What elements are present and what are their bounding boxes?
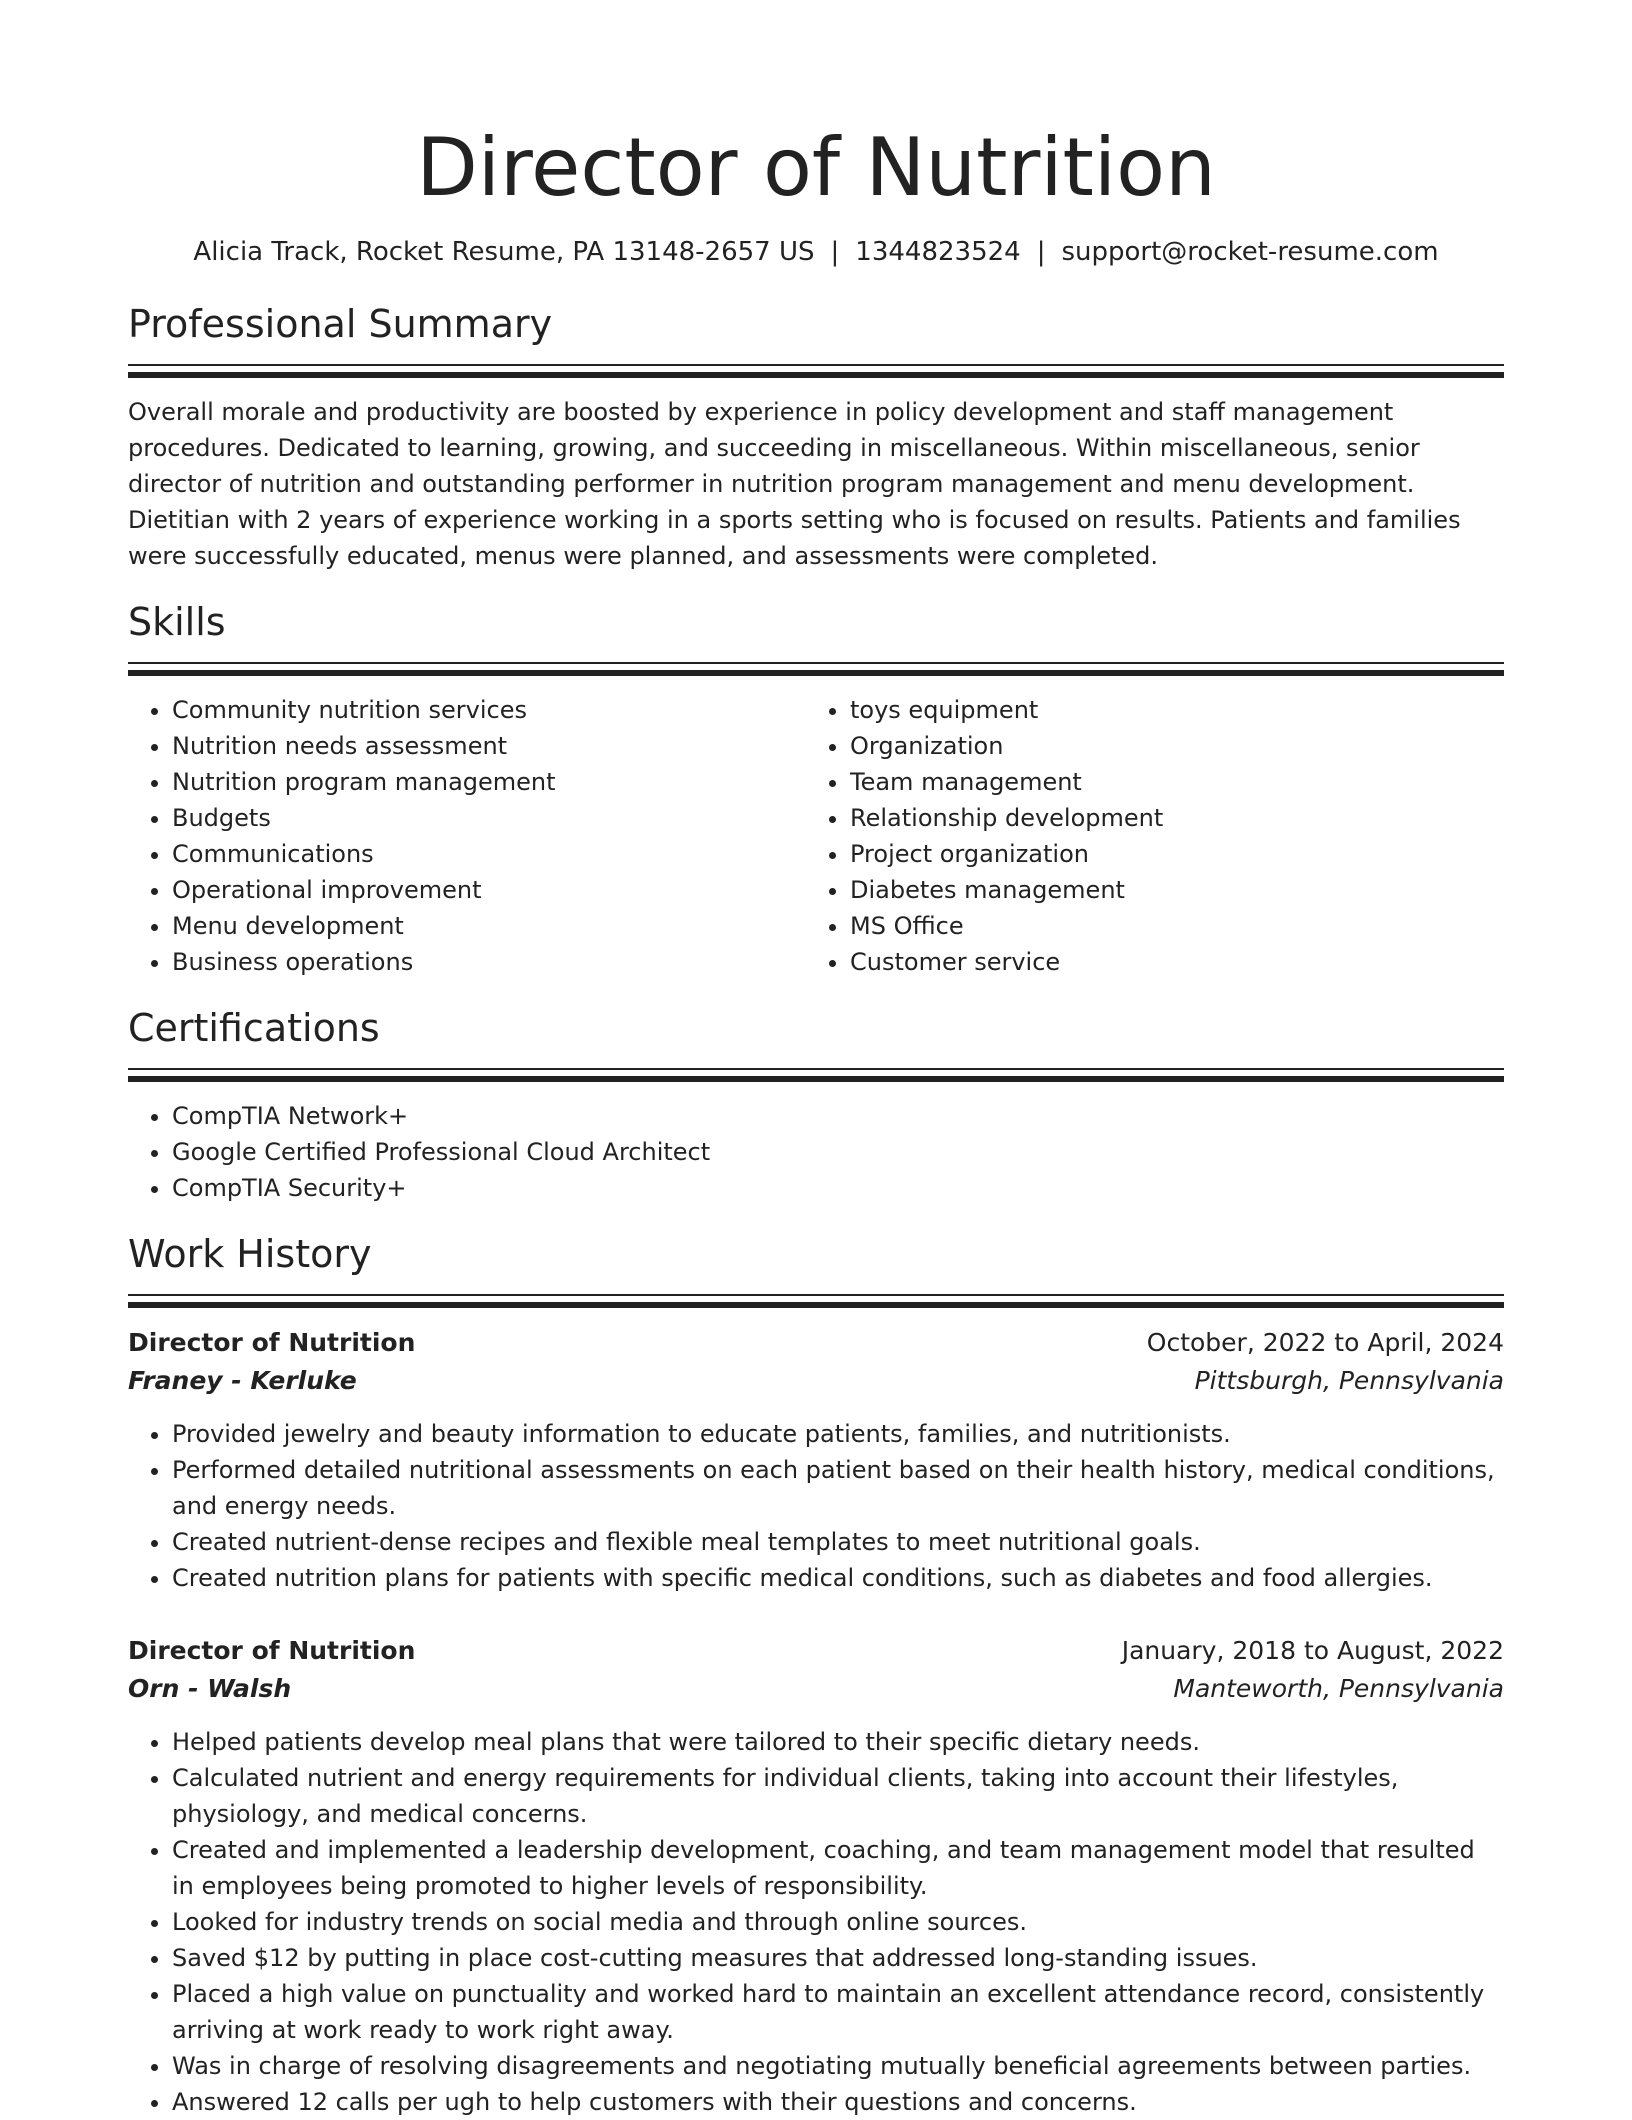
list-item: • Organization <box>850 728 1484 764</box>
skills-section <box>128 598 1504 980</box>
work-history-section <box>128 1230 1504 2120</box>
list-item: • Looked for industry trends on social media and through online sources. <box>172 1904 1504 1940</box>
list-item: • Business operations <box>172 944 806 980</box>
contact-line <box>128 234 1504 270</box>
section-heading: Work History <box>128 1232 372 1276</box>
job-title: Director of Nutrition <box>128 1636 416 1665</box>
summary-text: Overall morale and productivity are boosted by experience in policy development and staff management procedures. Dedicated to learning, growing, and succeeding in miscellaneous. Within miscellaneous, senior director of nutrition and outstanding performer in nutrition program management and menu development. Dietitian with 2 years of experience working in a sports setting who is focused on results. Patients and families were successfully educated, menus were planned, and assessments were completed. <box>128 398 1461 570</box>
job-entry <box>128 1632 1504 2120</box>
section-divider <box>128 364 1504 378</box>
skills-list-left <box>128 692 806 980</box>
job-location: Pittsburgh, Pennsylvania <box>1194 1366 1504 1395</box>
summary-section <box>128 300 1504 574</box>
list-item: • Community nutrition services <box>172 692 806 728</box>
skills-list-right <box>806 692 1484 980</box>
job-header <box>128 1324 1504 1362</box>
skills-columns <box>128 692 1504 980</box>
list-item: • Placed a high value on punctuality and worked hard to maintain an excellent attendance record, consistently arriving at work ready to work right away. <box>172 1976 1504 2048</box>
contact-separator: | <box>1036 237 1046 267</box>
list-item: • MS Office <box>850 908 1484 944</box>
job-subheader <box>128 1670 1504 1708</box>
list-item: • CompTIA Security+ <box>172 1170 1504 1206</box>
list-item: • Menu development <box>172 908 806 944</box>
section-heading: Skills <box>128 600 226 644</box>
list-item: • Communications <box>172 836 806 872</box>
job-dates: January, 2018 to August, 2022 <box>1121 1636 1504 1665</box>
contact-address: Alicia Track, Rocket Resume, PA 13148-2657 US <box>193 237 815 267</box>
list-item: • Diabetes management <box>850 872 1484 908</box>
list-item: • Saved $12 by putting in place cost-cutting measures that addressed long-standing issues. <box>172 1940 1504 1976</box>
list-item: • Project organization <box>850 836 1484 872</box>
list-item: • Created and implemented a leadership development, coaching, and team management model that resulted in employees being promoted to higher levels of responsibility. <box>172 1832 1504 1904</box>
section-heading: Certifications <box>128 1006 380 1050</box>
list-item: • toys equipment <box>850 692 1484 728</box>
list-item: • Provided jewelry and beauty information to educate patients, families, and nutritionists. <box>172 1416 1504 1452</box>
certifications-section <box>128 1004 1504 1206</box>
list-item: • Helped patients develop meal plans that were tailored to their specific dietary needs. <box>172 1724 1504 1760</box>
contact-separator: | <box>830 237 840 267</box>
list-item: • Performed detailed nutritional assessments on each patient based on their health history, medical conditions, and energy needs. <box>172 1452 1504 1524</box>
job-entry <box>128 1324 1504 1596</box>
job-location: Manteworth, Pennsylvania <box>1173 1674 1504 1703</box>
certifications-list <box>128 1098 1504 1206</box>
list-item: • Nutrition program management <box>172 764 806 800</box>
job-header <box>128 1632 1504 1670</box>
section-divider <box>128 1294 1504 1308</box>
job-company: Orn - Walsh <box>128 1674 292 1703</box>
list-item: • Budgets <box>172 800 806 836</box>
job-dates: October, 2022 to April, 2024 <box>1146 1328 1504 1357</box>
list-item: • Team management <box>850 764 1484 800</box>
list-item: • Relationship development <box>850 800 1484 836</box>
job-subheader <box>128 1362 1504 1400</box>
list-item: • Google Certified Professional Cloud Architect <box>172 1134 1504 1170</box>
job-title: Director of Nutrition <box>128 1328 416 1357</box>
list-item: • Nutrition needs assessment <box>172 728 806 764</box>
section-divider <box>128 1068 1504 1082</box>
list-item: • CompTIA Network+ <box>172 1098 1504 1134</box>
resume-title: Director of Nutrition <box>416 121 1216 214</box>
list-item: • Was in charge of resolving disagreements and negotiating mutually beneficial agreements between parties. <box>172 2048 1504 2084</box>
section-divider <box>128 662 1504 676</box>
list-item: • Created nutrient-dense recipes and flexible meal templates to meet nutritional goals. <box>172 1524 1504 1560</box>
contact-email: support@rocket-resume.com <box>1061 237 1439 267</box>
list-item: • Calculated nutrient and energy requirements for individual clients, taking into account their lifestyles, physiology, and medical concerns. <box>172 1760 1504 1832</box>
job-company: Franey - Kerluke <box>128 1366 357 1395</box>
job-bullets <box>128 1416 1504 1596</box>
list-item: • Customer service <box>850 944 1484 980</box>
contact-phone: 1344823524 <box>855 237 1021 267</box>
list-item: • Operational improvement <box>172 872 806 908</box>
resume-page <box>128 0 1504 2120</box>
job-bullets <box>128 1724 1504 2120</box>
section-heading: Professional Summary <box>128 302 553 346</box>
list-item: • Answered 12 calls per ugh to help customers with their questions and concerns. <box>172 2084 1504 2120</box>
list-item: • Created nutrition plans for patients with specific medical conditions, such as diabetes and food allergies. <box>172 1560 1504 1596</box>
